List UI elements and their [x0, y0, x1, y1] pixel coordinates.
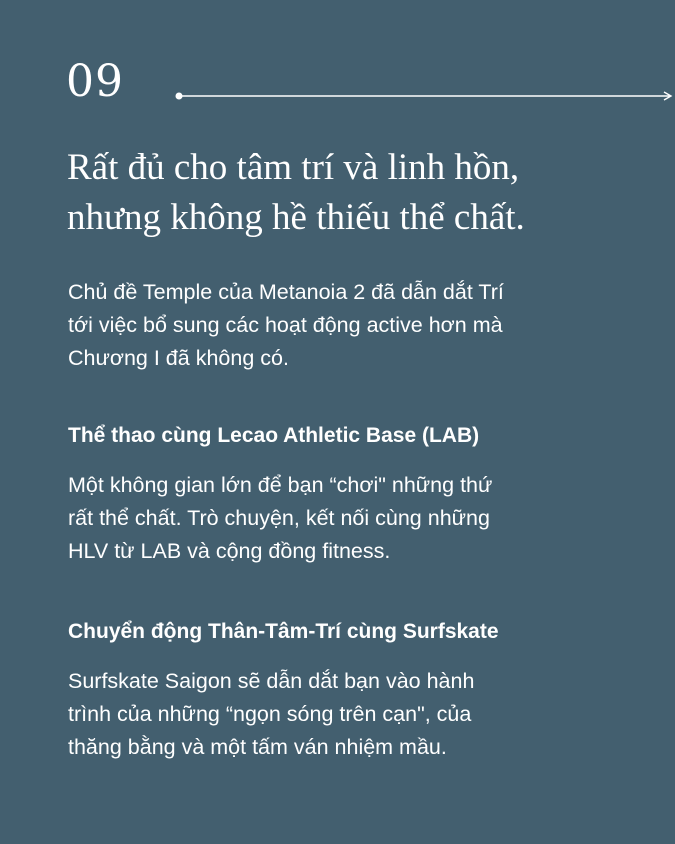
page-title	[67, 143, 657, 243]
intro-line: Chương I đã không có.	[68, 346, 289, 370]
body-line: thăng bằng và một tấm ván nhiệm mầu.	[68, 735, 447, 759]
arrow-divider-icon	[175, 89, 675, 103]
body-line: Surfskate Saigon sẽ dẫn dắt bạn vào hành	[68, 669, 475, 693]
section-body-surfskate	[68, 665, 648, 764]
intro-line: tới việc bổ sung các hoạt động active hơn mà	[68, 313, 503, 337]
section-heading-lab: Thể thao cùng Lecao Athletic Base (LAB)	[68, 424, 480, 447]
intro-line: Chủ đề Temple của Metanoia 2 đã dẫn dắt Trí	[68, 280, 504, 304]
body-line: rất thể chất. Trò chuyện, kết nối cùng những	[68, 506, 490, 530]
section-body-lab	[68, 469, 648, 568]
body-line: HLV từ LAB và cộng đồng fitness.	[68, 539, 391, 563]
title-line: Rất đủ cho tâm trí và linh hồn,	[67, 147, 520, 188]
body-line: trình của những “ngọn sóng trên cạn", của	[68, 702, 472, 726]
intro-paragraph	[68, 276, 628, 375]
body-line: Một không gian lớn để bạn “chơi" những thứ	[68, 473, 493, 497]
section-number: 09	[66, 56, 124, 107]
title-line: nhưng không hề thiếu thể chất.	[67, 197, 525, 238]
section-heading-surfskate: Chuyển động Thân-Tâm-Trí cùng Surfskate	[68, 620, 499, 643]
